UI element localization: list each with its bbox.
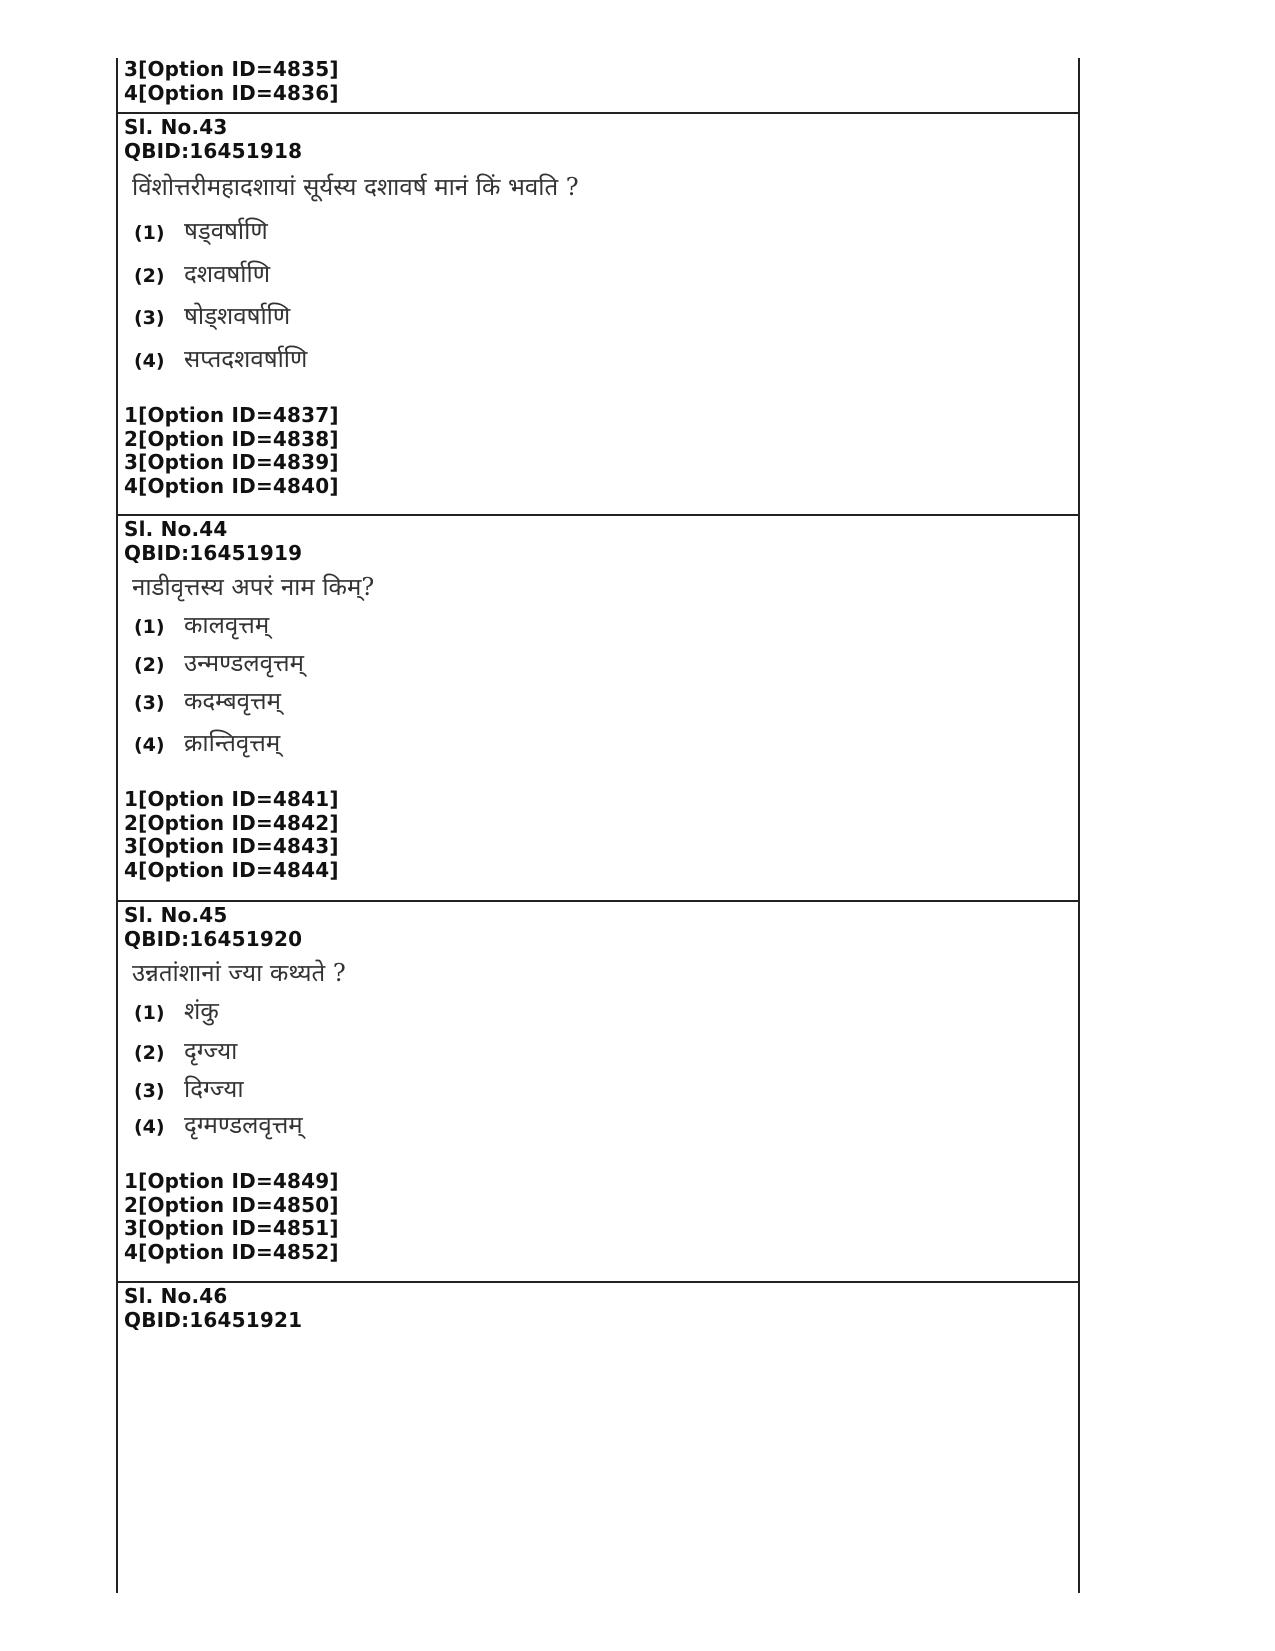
option-text: दृग्ज्या [184,1037,238,1065]
qbid: QBID:16451918 [124,139,303,163]
serial-number: Sl. No.46 [124,1284,228,1308]
option-id: 2[Option ID=4850] [124,1192,339,1217]
option-id: 4[Option ID=4836] [124,80,339,105]
option-id-list [124,788,339,882]
option-text: दिग्ज्या [184,1075,244,1103]
option-text: षड्वर्षाणि [184,217,268,245]
option-number: (4) [134,734,165,756]
option-2 [132,257,270,290]
option-2 [132,1034,237,1067]
question-text: विंशोत्तरीमहादशायां सूर्यस्य दशावर्ष मानं किं भवति ? [132,173,579,201]
qbid: QBID:16451919 [124,541,303,565]
option-id-list [124,404,339,498]
option-id: 1[Option ID=4849] [124,1169,339,1193]
option-3 [132,684,281,717]
option-3 [132,1072,244,1105]
option-id: 2[Option ID=4838] [124,426,339,451]
question-paper-frame [116,58,1080,1593]
option-text: शंकु [184,997,219,1025]
option-id: 1[Option ID=4837] [124,403,339,427]
option-number: (2) [134,654,165,676]
option-text: दशवर्षाणि [184,260,271,288]
option-id: 3[Option ID=4839] [124,450,339,474]
serial-number: Sl. No.44 [124,517,228,541]
option-id: 4[Option ID=4844] [124,857,339,882]
question-block-46 [118,1283,1078,1583]
option-id: 3[Option ID=4843] [124,834,339,858]
option-id: 2[Option ID=4842] [124,810,339,835]
option-text: कालवृत्तम् [184,611,270,639]
option-1 [132,608,269,641]
option-id: 4[Option ID=4840] [124,473,339,498]
option-number: (3) [134,1080,165,1102]
option-1 [132,994,219,1027]
question-text: उन्नतांशानां ज्या कथ्यते ? [132,959,346,987]
carryover-option-ids [118,58,1078,105]
option-id: 3[Option ID=4835] [124,57,339,81]
option-text: क्रान्तिवृत्तम् [184,729,281,757]
option-text: षोड्शवर्षाणि [184,302,291,330]
serial-number: Sl. No.43 [124,115,228,139]
option-number: (2) [134,1042,165,1064]
question-block-45 [118,902,1078,1280]
qbid: QBID:16451921 [124,1308,303,1332]
option-id: 3[Option ID=4851] [124,1216,339,1240]
option-text: उन्मण्डलवृत्तम् [184,649,304,677]
option-4 [132,342,307,375]
option-text: सप्तदशवर्षाणि [184,345,308,373]
option-number: (1) [134,1002,165,1024]
option-3 [132,299,290,332]
option-number: (1) [134,222,165,244]
option-1 [132,214,268,247]
option-4 [132,1108,303,1141]
option-id: 1[Option ID=4841] [124,787,339,811]
option-text: कदम्बवृत्तम् [184,687,281,715]
serial-number: Sl. No.45 [124,903,228,927]
option-number: (2) [134,265,165,287]
question-block-43 [118,114,1078,528]
question-block-44 [118,516,1078,896]
option-id-list [124,1170,339,1264]
option-number: (3) [134,692,165,714]
option-number: (1) [134,616,165,638]
option-id: 4[Option ID=4852] [124,1239,339,1264]
option-text: दृग्मण्डलवृत्तम् [184,1111,303,1139]
question-text: नाडीवृत्तस्य अपरं नाम किम्? [132,573,375,601]
option-2 [132,646,304,679]
option-number: (4) [134,350,165,372]
option-number: (3) [134,307,165,329]
qbid: QBID:16451920 [124,927,303,951]
option-4 [132,726,280,759]
option-number: (4) [134,1116,165,1138]
